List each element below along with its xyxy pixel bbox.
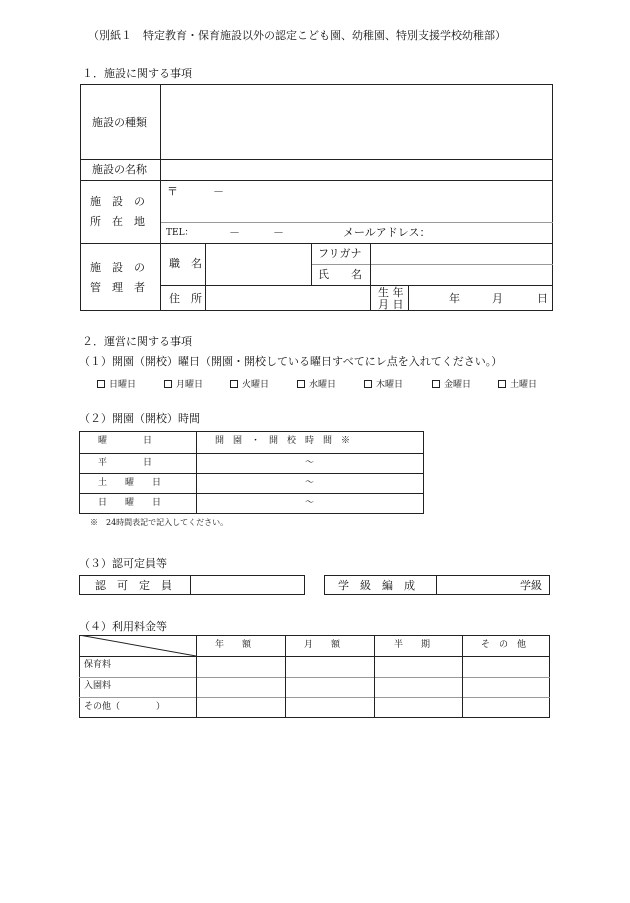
hours-col-day: 曜 日 [98, 436, 153, 446]
checkbox-icon[interactable] [432, 380, 440, 388]
checkbox-icon[interactable] [230, 380, 238, 388]
fee-row-admission: 入園料 [84, 681, 112, 691]
birth-month: 月 [492, 292, 503, 305]
checkbox-icon[interactable] [97, 380, 105, 388]
day-label: 火曜日 [242, 380, 270, 390]
hours-col-time: 開 園 ・ 開 校 時 間 ※ [215, 436, 351, 446]
name-label: 氏 名 [318, 268, 362, 281]
job-title-field[interactable] [206, 244, 310, 284]
facility-name-label: 施設の名称 [92, 163, 147, 176]
manager-address-field[interactable] [206, 286, 369, 310]
tel-dash-1: － [229, 226, 240, 239]
hours-row-sunday: 日 曜 日 [98, 498, 162, 508]
document-header: （別紙１ 特定教育・保育施設以外の認定こども園、幼稚園、特別支援学校幼稚部） [88, 29, 506, 42]
hours-note: ※ 24時間表記で記入してください。 [90, 518, 229, 527]
location-label-2: 所 在 地 [90, 215, 145, 228]
postal-mark: 〒 [167, 185, 178, 198]
hours-weekday-value[interactable]: ～ [305, 458, 315, 468]
hours-sunday-value[interactable]: ～ [305, 498, 315, 508]
furigana-field[interactable] [371, 244, 552, 263]
facility-type-field[interactable] [161, 85, 552, 158]
day-tuesday[interactable] [230, 377, 269, 390]
manager-address-label: 住 所 [169, 292, 202, 305]
section1-heading: １．施設に関する事項 [82, 67, 192, 80]
checkbox-icon[interactable] [164, 380, 172, 388]
facility-name-field[interactable] [161, 160, 552, 179]
fee-row-childcare: 保育料 [84, 660, 112, 670]
birth-day: 日 [537, 292, 548, 305]
diagonal-line [79, 635, 196, 656]
capacity-field[interactable] [191, 576, 304, 594]
tel-dash-2: － [273, 226, 284, 239]
tel-label: TEL： [166, 228, 194, 238]
class-count-field[interactable] [437, 576, 517, 594]
capacity-label: 認 可 定 員 [95, 579, 172, 592]
name-field[interactable] [371, 265, 552, 284]
hours-row-saturday: 土 曜 日 [98, 478, 162, 488]
birth-label-bottom: 月 日 [378, 298, 404, 311]
day-sunday[interactable] [97, 377, 136, 390]
fees-heading: （４）利用料金等 [79, 620, 167, 633]
email-label: メールアドレス： [343, 226, 431, 239]
day-label: 金曜日 [444, 380, 472, 390]
day-label: 日曜日 [109, 380, 137, 390]
hours-heading: （２）開園（開校）時間 [79, 412, 200, 425]
job-title-label: 職 名 [169, 257, 202, 270]
address-field[interactable] [180, 182, 550, 220]
manager-label-1: 施 設 の [90, 261, 145, 274]
fee-header-other: そ の 他 [481, 640, 527, 650]
location-label-1: 施 設 の [90, 195, 145, 208]
day-saturday[interactable] [498, 377, 537, 390]
capacity-heading: （３）認可定員等 [79, 557, 167, 570]
section2-heading: ２．運営に関する事項 [82, 335, 192, 348]
class-unit: 学級 [520, 579, 542, 592]
day-wednesday[interactable] [297, 377, 336, 390]
fee-header-half: 半 期 [394, 640, 431, 650]
days-instruction: （１）開園（開校）曜日（開園・開校している曜日すべてにレ点を入れてください。） [79, 355, 503, 368]
fee-header-monthly: 月 額 [304, 640, 341, 650]
postal-dash: － [213, 185, 224, 198]
day-label: 月曜日 [176, 380, 204, 390]
checkbox-icon[interactable] [364, 380, 372, 388]
furigana-label: フリガナ [318, 247, 362, 260]
day-label: 土曜日 [510, 380, 538, 390]
day-thursday[interactable] [364, 377, 403, 390]
fee-row-other: その他（ ） [84, 702, 166, 712]
hours-saturday-value[interactable]: ～ [305, 478, 315, 488]
manager-label-2: 管 理 者 [90, 281, 145, 294]
class-label: 学 級 編 成 [338, 579, 415, 592]
birth-year: 年 [449, 292, 460, 305]
day-label: 水曜日 [309, 380, 337, 390]
facility-type-label: 施設の種類 [92, 116, 147, 129]
hours-row-weekday: 平 日 [98, 458, 153, 468]
checkbox-icon[interactable] [498, 380, 506, 388]
day-label: 木曜日 [376, 380, 404, 390]
checkbox-icon[interactable] [297, 380, 305, 388]
fee-header-annual: 年 額 [215, 640, 252, 650]
day-friday[interactable] [432, 377, 471, 390]
day-monday[interactable] [164, 377, 203, 390]
birth-label-top: 生 年 [378, 286, 404, 299]
